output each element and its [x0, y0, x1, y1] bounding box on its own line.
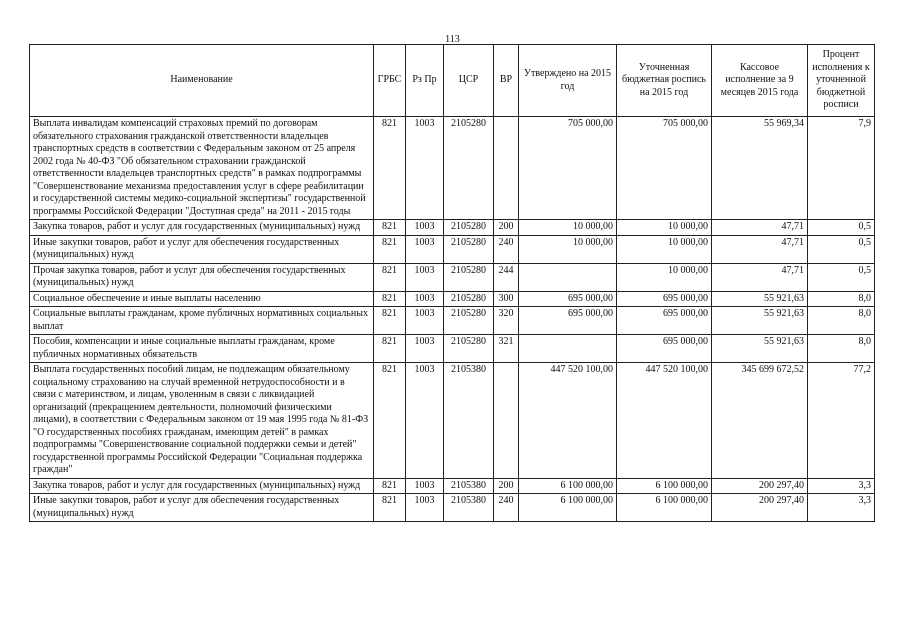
cell-name: Социальное обеспечение и иные выплаты населению — [30, 291, 374, 307]
cell-vr: 200 — [494, 478, 519, 494]
cell-cash: 47,71 — [712, 263, 808, 291]
cell-vr — [494, 117, 519, 220]
cell-refined: 6 100 000,00 — [617, 478, 712, 494]
cell-csr: 2105280 — [444, 307, 494, 335]
table-row — [30, 263, 875, 291]
cell-approved: 6 100 000,00 — [519, 494, 617, 522]
table-row — [30, 235, 875, 263]
cell-approved: 695 000,00 — [519, 307, 617, 335]
header-approved: Утверждено на 2015 год — [519, 45, 617, 117]
cell-refined: 705 000,00 — [617, 117, 712, 220]
cell-approved: 447 520 100,00 — [519, 363, 617, 479]
header-percent: Процент исполнения к уточненной бюджетной росписи — [808, 45, 875, 117]
table-row — [30, 117, 875, 220]
cell-refined: 10 000,00 — [617, 220, 712, 236]
cell-grbs: 821 — [374, 307, 406, 335]
cell-cash: 55 969,34 — [712, 117, 808, 220]
cell-grbs: 821 — [374, 220, 406, 236]
cell-csr: 2105380 — [444, 478, 494, 494]
cell-name: Прочая закупка товаров, работ и услуг для обеспечения государственных (муниципальных) нужд — [30, 263, 374, 291]
cell-vr: 300 — [494, 291, 519, 307]
table-row — [30, 291, 875, 307]
cell-name: Выплата инвалидам компенсаций страховых премий по договорам обязательного страхования гражданской ответственности владельцев транспортных средств в соответствии с Федеральным законом от 25 апреля 2002 года № 40-ФЗ "Об обязательном страховании гражданской ответственности владельцев транспортных средств" в рамках подпрограммы "Совершенствование механизма предоставления услуг в сфере реабилитации и государственной системы медико-социальной экспертизы" государственной программы Российской Федерации "Доступная среда" на 2011 - 2015 годы — [30, 117, 374, 220]
cell-approved: 10 000,00 — [519, 235, 617, 263]
cell-percent: 8,0 — [808, 335, 875, 363]
cell-percent: 3,3 — [808, 478, 875, 494]
cell-percent: 0,5 — [808, 235, 875, 263]
cell-vr: 240 — [494, 494, 519, 522]
cell-grbs: 821 — [374, 363, 406, 479]
cell-approved: 6 100 000,00 — [519, 478, 617, 494]
cell-approved: 695 000,00 — [519, 291, 617, 307]
page-number: 113 — [445, 34, 460, 45]
cell-rzpr: 1003 — [406, 263, 444, 291]
cell-name: Иные закупки товаров, работ и услуг для обеспечения государственных (муниципальных) нужд — [30, 494, 374, 522]
table-row — [30, 363, 875, 479]
cell-grbs: 821 — [374, 117, 406, 220]
cell-rzpr: 1003 — [406, 291, 444, 307]
cell-csr: 2105280 — [444, 235, 494, 263]
cell-name: Иные закупки товаров, работ и услуг для обеспечения государственных (муниципальных) нужд — [30, 235, 374, 263]
cell-rzpr: 1003 — [406, 220, 444, 236]
cell-percent: 0,5 — [808, 263, 875, 291]
table-row — [30, 335, 875, 363]
cell-vr: 200 — [494, 220, 519, 236]
cell-csr: 2105380 — [444, 494, 494, 522]
cell-name: Пособия, компенсации и иные социальные выплаты гражданам, кроме публичных нормативных обязательств — [30, 335, 374, 363]
cell-cash: 200 297,40 — [712, 478, 808, 494]
header-csr: ЦСР — [444, 45, 494, 117]
cell-grbs: 821 — [374, 335, 406, 363]
cell-rzpr: 1003 — [406, 307, 444, 335]
cell-refined: 695 000,00 — [617, 307, 712, 335]
cell-refined: 447 520 100,00 — [617, 363, 712, 479]
cell-vr: 244 — [494, 263, 519, 291]
cell-name: Закупка товаров, работ и услуг для государственных (муниципальных) нужд — [30, 478, 374, 494]
cell-rzpr: 1003 — [406, 117, 444, 220]
cell-cash: 47,71 — [712, 235, 808, 263]
cell-rzpr: 1003 — [406, 363, 444, 479]
cell-csr: 2105380 — [444, 363, 494, 479]
header-rzpr: Рз Пр — [406, 45, 444, 117]
cell-vr: 240 — [494, 235, 519, 263]
cell-percent: 8,0 — [808, 291, 875, 307]
cell-grbs: 821 — [374, 478, 406, 494]
header-row — [30, 45, 875, 117]
cell-vr: 320 — [494, 307, 519, 335]
cell-cash: 55 921,63 — [712, 307, 808, 335]
cell-vr: 321 — [494, 335, 519, 363]
cell-approved — [519, 263, 617, 291]
cell-rzpr: 1003 — [406, 478, 444, 494]
cell-name: Закупка товаров, работ и услуг для государственных (муниципальных) нужд — [30, 220, 374, 236]
cell-refined: 10 000,00 — [617, 263, 712, 291]
header-cash: Кассовое исполнение за 9 месяцев 2015 года — [712, 45, 808, 117]
cell-percent: 7,9 — [808, 117, 875, 220]
cell-csr: 2105280 — [444, 263, 494, 291]
budget-table — [29, 44, 875, 522]
table-row — [30, 478, 875, 494]
cell-approved: 705 000,00 — [519, 117, 617, 220]
cell-refined: 695 000,00 — [617, 291, 712, 307]
cell-approved — [519, 335, 617, 363]
cell-refined: 695 000,00 — [617, 335, 712, 363]
cell-percent: 8,0 — [808, 307, 875, 335]
cell-csr: 2105280 — [444, 291, 494, 307]
cell-grbs: 821 — [374, 235, 406, 263]
cell-cash: 55 921,63 — [712, 291, 808, 307]
cell-grbs: 821 — [374, 291, 406, 307]
cell-cash: 345 699 672,52 — [712, 363, 808, 479]
cell-percent: 77,2 — [808, 363, 875, 479]
cell-vr — [494, 363, 519, 479]
cell-approved: 10 000,00 — [519, 220, 617, 236]
cell-csr: 2105280 — [444, 220, 494, 236]
cell-cash: 47,71 — [712, 220, 808, 236]
cell-refined: 10 000,00 — [617, 235, 712, 263]
table-body — [30, 117, 875, 522]
cell-rzpr: 1003 — [406, 335, 444, 363]
cell-grbs: 821 — [374, 263, 406, 291]
cell-csr: 2105280 — [444, 117, 494, 220]
cell-grbs: 821 — [374, 494, 406, 522]
header-refined: Уточненная бюджетная роспись на 2015 год — [617, 45, 712, 117]
header-grbs: ГРБС — [374, 45, 406, 117]
cell-name: Социальные выплаты гражданам, кроме публичных нормативных социальных выплат — [30, 307, 374, 335]
cell-refined: 6 100 000,00 — [617, 494, 712, 522]
header-vr: ВР — [494, 45, 519, 117]
table-row — [30, 220, 875, 236]
cell-cash: 55 921,63 — [712, 335, 808, 363]
table-row — [30, 307, 875, 335]
cell-cash: 200 297,40 — [712, 494, 808, 522]
header-name: Наименование — [30, 45, 374, 117]
cell-name: Выплата государственных пособий лицам, не подлежащим обязательному социальному страхованию на случай временной нетрудоспособности и в связи с материнством, и лицам, уволенным в связи с ликвидацией организаций (прекращением деятельности, полномочий физическими лицами), в соответствии с Федеральным законом от 19 мая 1995 года № 81-ФЗ "О государственных пособиях гражданам, имеющим детей" в рамках подпрограммы "Совершенствование социальной поддержки семьи и детей" государственной программы Российской Федерации "Социальная поддержка граждан" — [30, 363, 374, 479]
cell-rzpr: 1003 — [406, 235, 444, 263]
cell-csr: 2105280 — [444, 335, 494, 363]
cell-percent: 3,3 — [808, 494, 875, 522]
cell-percent: 0,5 — [808, 220, 875, 236]
cell-rzpr: 1003 — [406, 494, 444, 522]
table-row — [30, 494, 875, 522]
